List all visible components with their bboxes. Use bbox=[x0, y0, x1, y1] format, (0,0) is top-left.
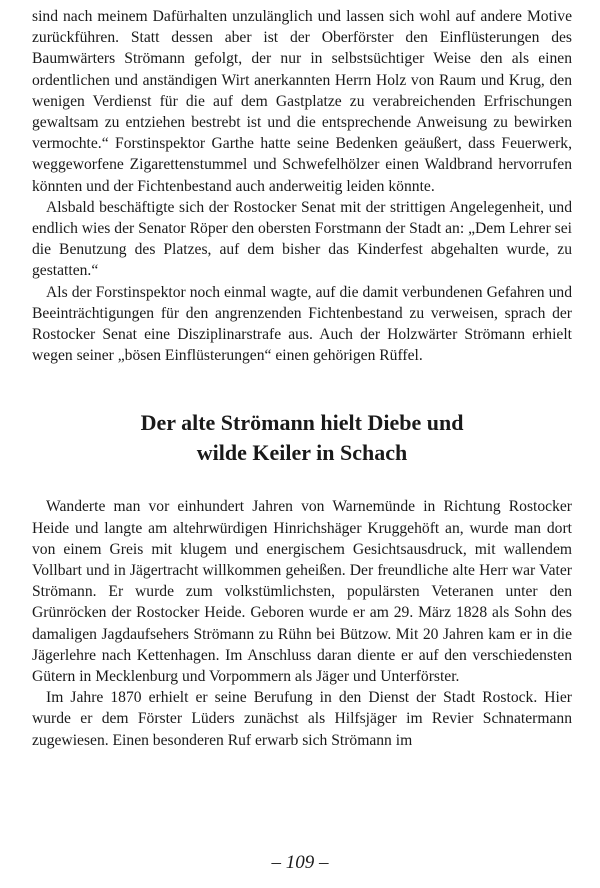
page-number: – 109 – bbox=[271, 852, 329, 873]
paragraph-disciplinary: Als der Forstinspektor noch einmal wagte, auf die damit verbundenen Gefahren und Beeinträchtigungen für den angrenzenden Fichtenbestand zu verweisen, sprach der Rostocker Senat eine Disziplinarstrafe aus. Auch der Holzwärter Strömann erhielt wegen seiner „bösen Einflüsterungen“ einen gehörigen Rüffel. bbox=[32, 283, 572, 365]
section-heading-line-1: Der alte Strömann hielt Diebe und bbox=[140, 410, 464, 436]
paragraph-stroemann-intro: Wanderte man vor einhundert Jahren von Warnemünde in Richtung Rostocker Heide und langte am altehrwürdigen Hinrichshäger Kruggehöft an, wurde man dort von einem Greis mit klugem und energischem Gesichtsausdruck, mit wallendem Vollbart und in Jägertracht willkommen geheißen. Der freundliche alte Herr war Vater Strömann. Er wurde zum volkstümlichsten, populärsten Veteranen unter den Grünröcken der Rostocker Heide. Geboren wurde er am 29. März 1828 als Sohn des damaligen Jagdaufsehers Strömann zu Rühn bei Bützow. Mit 20 Jahren kam er in die Jägerlehre nach Kettenhagen. Im Anschluss daran diente er auf den verschiedensten Gütern in Mecklenburg und Vorpommern als Jäger und Unterförster. bbox=[32, 498, 572, 686]
paragraph-senate: Alsbald beschäftigte sich der Rostocker Senat mit der strittigen Angelegenheit, und endlich wies der Senator Röper den obersten Forstmann der Stadt an: „Dem Lehrer sei die Benutzung des Platzes, auf dem bisher das Kinderfest abgehalten wurde, zu gestatten.“ bbox=[32, 198, 572, 280]
section-heading-line-2: wilde Keiler in Schach bbox=[196, 440, 408, 466]
paragraph-continuation: sind nach meinem Dafürhalten unzulänglich und lassen sich wohl auf andere Motive zurückführen. Statt dessen aber ist der Oberförster den Einflüsterungen des Baumwärters Strömann gefolgt, der nur in selbstsüchtiger Weise den als einen ordentlichen und anständigen Wirt anerkannten Herrn Holz von Raum und Krug, den wenigen Verdienst für die auf dem Gastplatze zu verabreichenden Erfrischungen gewaltsam zu entziehen bestrebt ist und die entsprechende Anweisung zu bewirken vermochte.“ Forstinspektor Garthe hatte seine Bedenken geäußert, dass Feuerwerk, weggeworfene Zigarettenstummel und Schwefelhölzer einen Waldbrand hervorrufen könnten und der Fichtenbestand auch anderweitig leiden könnte. bbox=[32, 8, 572, 195]
section-heading bbox=[32, 408, 572, 468]
paragraph-stroemann-career: Im Jahre 1870 erhielt er seine Berufung in den Dienst der Stadt Rostock. Hier wurde er dem Förster Lüders zunächst als Hilfsjäger im Revier Schnatermann zugewiesen. Einen besonderen Ruf erwarb sich Strömann im bbox=[32, 689, 572, 749]
